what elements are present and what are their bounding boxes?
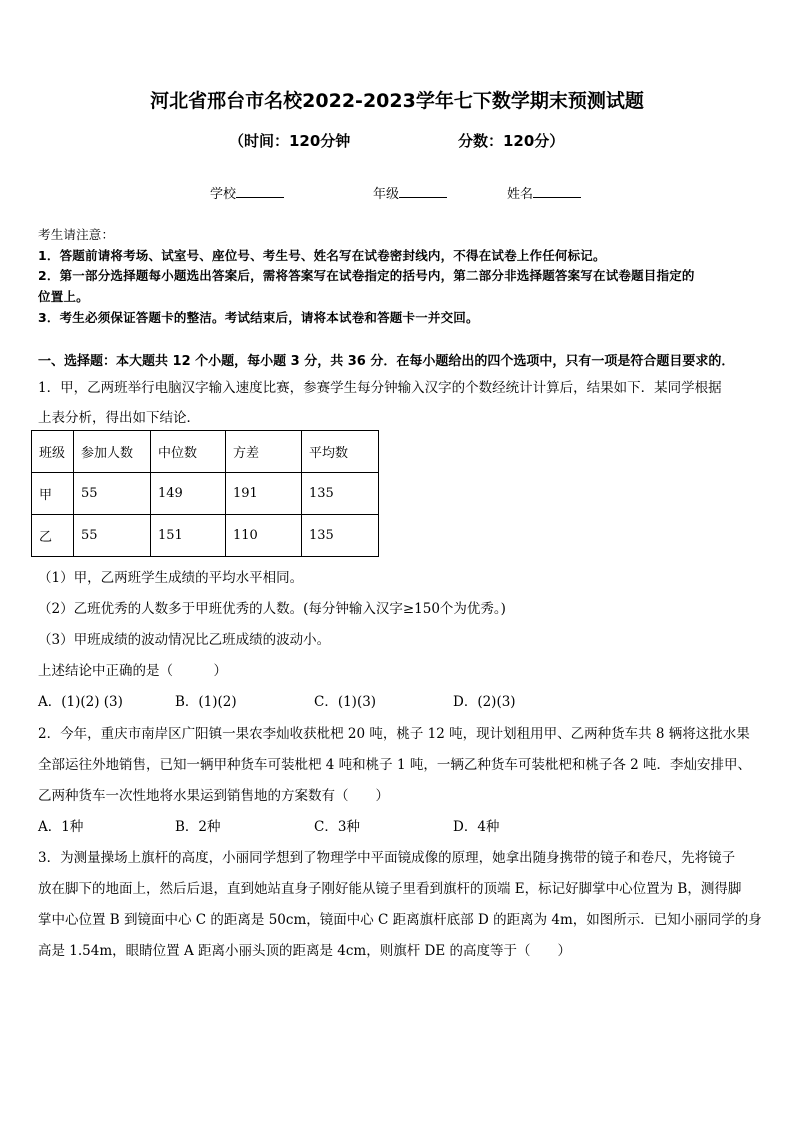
table-cell: 191 <box>226 473 302 515</box>
table-row <box>32 473 379 515</box>
notice-item-2-cont: 位置上。 <box>38 289 89 304</box>
table-header-cell: 班级 <box>32 431 74 473</box>
q3-line-1: 3．为测量操场上旗杆的高度，小丽同学想到了物理学中平面镜成像的原理，她拿出随身携带的镜子和卷尺，先将镜子 <box>38 850 736 866</box>
table-header-cell: 方差 <box>226 431 302 473</box>
name-blank <box>533 185 581 198</box>
table-header-cell: 平均数 <box>302 431 379 473</box>
q2-line-3: 乙两种货车一次性地将水果运到销售地的方案数有（ ） <box>38 788 389 804</box>
table-cell: 135 <box>302 515 379 557</box>
table-cell: 135 <box>302 473 379 515</box>
q1-option-c: C．(1)(3) <box>314 694 377 710</box>
q1-statement-1: （1）甲，乙两班学生成绩的平均水平相同。 <box>38 570 304 586</box>
exam-time: （时间：120分钟 <box>229 132 351 150</box>
grade-field <box>373 183 447 202</box>
q2-option-a: A．1种 <box>38 819 84 835</box>
grade-label: 年级 <box>373 187 400 202</box>
table-cell: 55 <box>74 473 151 515</box>
exam-score: 分数：120分） <box>458 132 565 150</box>
notice-heading: 考生请注意： <box>38 227 115 242</box>
q1-option-b: B．(1)(2) <box>175 694 237 710</box>
name-label: 姓名 <box>507 187 534 202</box>
table-cell: 110 <box>226 515 302 557</box>
q1-statement-3: （3）甲班成绩的波动情况比乙班成绩的波动小。 <box>38 632 331 648</box>
q3-line-3: 掌中心位置 B 到镜面中心 C 的距离是 50cm，镜面中心 C 距离旗杆底部 D 的距离为 4m，如图所示．已知小丽同学的身 <box>38 912 762 928</box>
q2-line-2: 全部运往外地销售，已知一辆甲种货车可装枇杷 4 吨和桃子 1 吨，一辆乙种货车可装枇杷和桃子各 2 吨．李灿安排甲、 <box>38 757 752 773</box>
section-heading: 一、选择题：本大题共 12 个小题，每小题 3 分，共 36 分．在每小题给出的四个选项中，只有一项是符合题目要求的． <box>38 354 735 369</box>
page-title: 河北省邢台市名校2022-2023学年七下数学期末预测试题 <box>150 90 644 112</box>
q1-option-d: D．(2)(3) <box>453 694 516 710</box>
notice-item-1: 1．答题前请将考场、试室号、座位号、考生号、姓名写在试卷密封线内，不得在试卷上作任何标记。 <box>38 248 606 263</box>
table-cell: 乙 <box>32 515 74 557</box>
grade-blank <box>399 185 447 198</box>
q2-option-b: B．2种 <box>175 819 221 835</box>
table-cell: 151 <box>151 515 226 557</box>
q1-option-a: A．(1)(2) (3) <box>38 694 123 710</box>
school-field <box>210 183 284 202</box>
q1-statement-2: （2）乙班优秀的人数多于甲班优秀的人数。(每分钟输入汉字≥150个为优秀。) <box>38 601 506 617</box>
school-label: 学校 <box>210 187 237 202</box>
q2-option-d: D．4种 <box>453 819 500 835</box>
table-cell: 甲 <box>32 473 74 515</box>
notice-item-2: 2．第一部分选择题每小题选出答案后，需将答案写在试卷指定的括号内，第二部分非选择题答案写在试卷题目指定的 <box>38 268 695 283</box>
table-cell: 55 <box>74 515 151 557</box>
q3-line-2: 放在脚下的地面上，然后后退，直到她站直身子刚好能从镜子里看到旗杆的顶端 E，标记好脚掌中心位置为 B，测得脚 <box>38 881 742 897</box>
table-header-cell: 中位数 <box>151 431 226 473</box>
name-field <box>507 183 581 202</box>
table-row <box>32 515 379 557</box>
table-cell: 149 <box>151 473 226 515</box>
q3-line-4: 高是 1.54m，眼睛位置 A 距离小丽头顶的距离是 4cm，则旗杆 DE 的高度等于（ ） <box>38 943 571 959</box>
table-header-cell: 参加人数 <box>74 431 151 473</box>
score-table <box>31 430 379 557</box>
table-header-row <box>32 431 379 473</box>
q2-line-1: 2．今年，重庆市南岸区广阳镇一果农李灿收获枇杷 20 吨，桃子 12 吨，现计划租用甲、乙两种货车共 8 辆将这批水果 <box>38 726 750 742</box>
school-blank <box>236 185 284 198</box>
q1-line-2: 上表分析，得出如下结论． <box>38 410 200 426</box>
q1-question: 上述结论中正确的是（ ） <box>38 663 227 679</box>
q1-line-1: 1．甲，乙两班举行电脑汉字输入速度比赛，参赛学生每分钟输入汉字的个数经统计计算后，结果如下．某同学根据 <box>38 380 722 396</box>
notice-item-3: 3．考生必须保证答题卡的整洁。考试结束后，请将本试卷和答题卡一并交回。 <box>38 310 479 325</box>
q2-option-c: C．3种 <box>314 819 360 835</box>
